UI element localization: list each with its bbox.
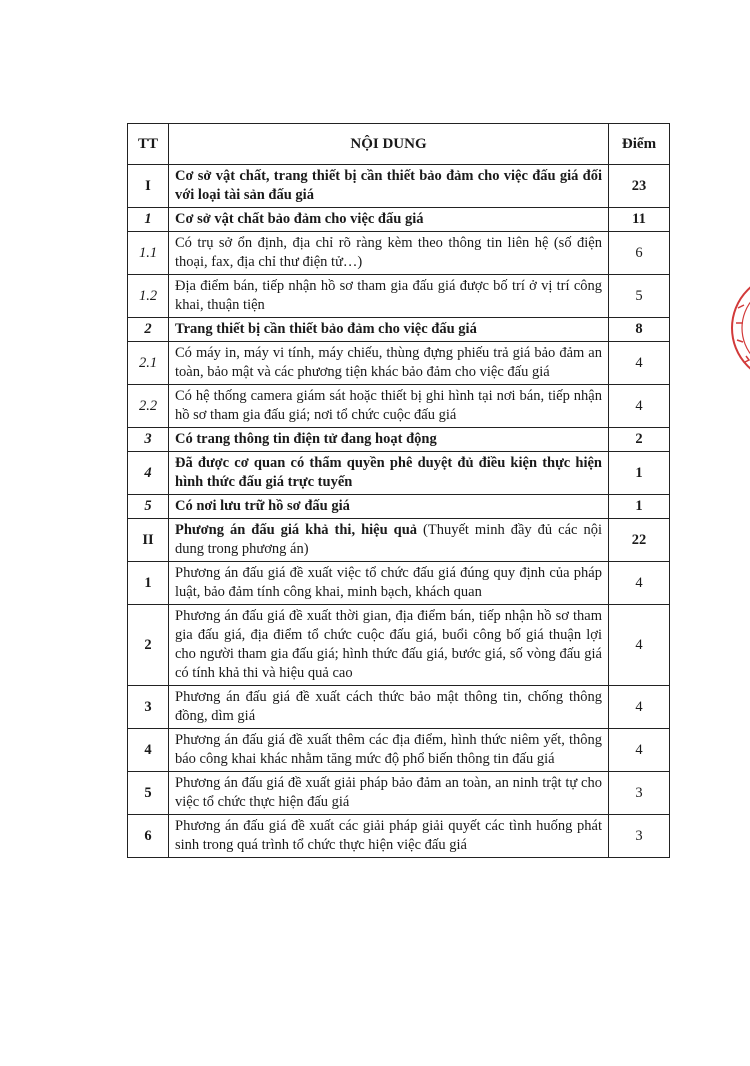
row-content (169, 318, 609, 342)
table-row (128, 729, 670, 772)
row-score: 4 (609, 385, 670, 428)
row-content-text: Địa điểm bán, tiếp nhận hồ sơ tham gia đấu giá được bố trí ở vị trí công khai, thuận tiện (175, 278, 602, 313)
row-number: 3 (128, 686, 169, 729)
row-content (169, 729, 609, 772)
row-content (169, 562, 609, 605)
table-row (128, 385, 670, 428)
row-score: 8 (609, 318, 670, 342)
row-number: 4 (128, 452, 169, 495)
table-row (128, 605, 670, 686)
row-content (169, 208, 609, 232)
row-content-text: Phương án đấu giá khả thi, hiệu quả (175, 522, 418, 538)
header-content: NỘI DUNG (169, 124, 609, 165)
row-number: 2 (128, 605, 169, 686)
row-score: 4 (609, 686, 670, 729)
row-content (169, 495, 609, 519)
row-score: 4 (609, 562, 670, 605)
row-content (169, 342, 609, 385)
row-content-text: Có máy in, máy vi tính, máy chiếu, thùng đựng phiếu trả giá bảo đảm an toàn, bảo mật và các phương tiện khác bảo đảm cho việc đấu giá (175, 345, 602, 380)
row-score: 11 (609, 208, 670, 232)
row-content (169, 519, 609, 562)
row-content-text: Phương án đấu giá đề xuất cách thức bảo mật thông tin, chống thông đồng, dìm giá (175, 689, 602, 724)
row-content (169, 232, 609, 275)
row-content-text: Phương án đấu giá đề xuất thêm các địa điểm, hình thức niêm yết, thông báo công khai khác nhằm tăng mức độ phổ biến thông tin đấu giá (175, 732, 602, 767)
row-score: 23 (609, 165, 670, 208)
red-seal-stamp (728, 268, 750, 388)
row-content-text: Có trụ sở ổn định, địa chỉ rõ ràng kèm theo thông tin liên hệ (số điện thoại, fax, địa chỉ thư điện tử…) (175, 235, 602, 270)
row-number: 5 (128, 495, 169, 519)
row-number: 1 (128, 562, 169, 605)
row-score: 22 (609, 519, 670, 562)
row-content-text: Phương án đấu giá đề xuất thời gian, địa điểm bán, tiếp nhận hồ sơ tham gia đấu giá, địa điểm tổ chức cuộc đấu giá, buổi công bố giá thuận lợi cho người tham gia đấu giá; hình thức đấu giá, bước giá, số vòng đấu giá có tính khả thi và hiệu quả cao (175, 608, 602, 681)
row-score: 5 (609, 275, 670, 318)
row-score: 3 (609, 772, 670, 815)
row-content (169, 772, 609, 815)
row-score: 3 (609, 815, 670, 858)
row-content (169, 605, 609, 686)
row-content-text: Phương án đấu giá đề xuất giải pháp bảo đảm an toàn, an ninh trật tự cho việc tổ chức thực hiện đấu giá (175, 775, 602, 810)
row-content (169, 428, 609, 452)
row-content-text: Trang thiết bị cần thiết bảo đảm cho việc đấu giá (175, 321, 477, 337)
header-tt: TT (128, 124, 169, 165)
row-content (169, 385, 609, 428)
row-content (169, 165, 609, 208)
row-number: 1.1 (128, 232, 169, 275)
table-row (128, 165, 670, 208)
row-score: 4 (609, 342, 670, 385)
table-row (128, 519, 670, 562)
row-number: 1 (128, 208, 169, 232)
table-row (128, 815, 670, 858)
row-number: I (128, 165, 169, 208)
table-row (128, 772, 670, 815)
table-header-row (128, 124, 670, 165)
row-content-text: Có trang thông tin điện tử đang hoạt động (175, 431, 437, 447)
table-row (128, 495, 670, 519)
row-content (169, 452, 609, 495)
row-content (169, 686, 609, 729)
table-row (128, 232, 670, 275)
row-number: 1.2 (128, 275, 169, 318)
header-score: Điểm (609, 124, 670, 165)
row-score: 4 (609, 605, 670, 686)
table-row (128, 318, 670, 342)
row-content-text: Phương án đấu giá đề xuất việc tổ chức đấu giá đúng quy định của pháp luật, bảo đảm tính công khai, minh bạch, khách quan (175, 565, 602, 600)
table-row (128, 275, 670, 318)
row-score: 1 (609, 495, 670, 519)
scoring-table (127, 123, 670, 858)
row-number: 2.1 (128, 342, 169, 385)
row-number: 2 (128, 318, 169, 342)
row-number: 2.2 (128, 385, 169, 428)
row-content (169, 275, 609, 318)
table-row (128, 342, 670, 385)
row-content-text: Đã được cơ quan có thẩm quyền phê duyệt đủ điều kiện thực hiện hình thức đấu giá trực tuyến (175, 455, 602, 490)
row-number: 3 (128, 428, 169, 452)
row-content-note: (Thuyết minh đầy đủ các nội dung trong phương án) (175, 522, 602, 557)
table-row (128, 562, 670, 605)
row-number: 6 (128, 815, 169, 858)
row-number: 5 (128, 772, 169, 815)
row-content-text: Phương án đấu giá đề xuất các giải pháp giải quyết các tình huống phát sinh trong quá trình tổ chức thực hiện việc đấu giá (175, 818, 602, 853)
table-row (128, 208, 670, 232)
row-score: 2 (609, 428, 670, 452)
table-body (128, 165, 670, 858)
row-content (169, 815, 609, 858)
table-row (128, 452, 670, 495)
row-number: 4 (128, 729, 169, 772)
row-content-text: Cơ sở vật chất bảo đảm cho việc đấu giá (175, 211, 424, 227)
table-row (128, 686, 670, 729)
row-score: 6 (609, 232, 670, 275)
table-row (128, 428, 670, 452)
row-score: 4 (609, 729, 670, 772)
row-content-text: Cơ sở vật chất, trang thiết bị cần thiết bảo đảm cho việc đấu giá đối với loại tài sản đấu giá (175, 168, 602, 203)
row-number: II (128, 519, 169, 562)
row-content-text: Có hệ thống camera giám sát hoặc thiết bị ghi hình tại nơi bán, tiếp nhận hồ sơ tham gia đấu giá; nơi tổ chức cuộc đấu giá (175, 388, 602, 423)
row-content-text: Có nơi lưu trữ hồ sơ đấu giá (175, 498, 350, 514)
row-score: 1 (609, 452, 670, 495)
